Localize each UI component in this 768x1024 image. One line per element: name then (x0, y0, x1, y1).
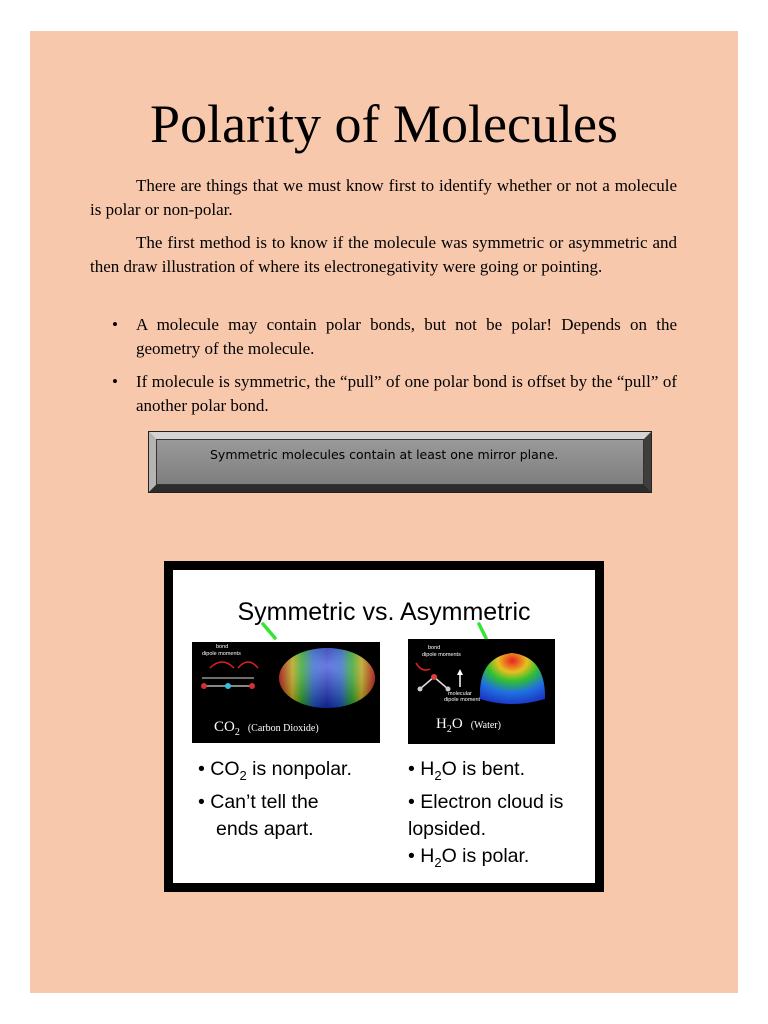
bullet-text: A molecule may contain polar bonds, but not be polar! Depends on the geometry of the molecule. (136, 315, 677, 358)
bullet-dot: • (112, 372, 118, 391)
comparison-figure (164, 561, 604, 892)
intro-paragraph-1: There are things that we must know first to identify whether or not a molecule is polar or non-polar. (90, 176, 677, 219)
moment-label: dipole moment (444, 697, 481, 703)
co2-image-panel (192, 642, 380, 743)
bullet-list (90, 313, 677, 427)
bond-label: bond (428, 645, 441, 651)
co2-points (198, 756, 398, 843)
h2o-image-panel (408, 639, 555, 744)
green-arrow-icon (263, 624, 275, 638)
intro-paragraph-2: The first method is to know if the molecule was symmetric or asymmetric and then draw illustration of where its electronegativity were going or pointing. (90, 233, 677, 276)
bond-label: bond (216, 644, 229, 650)
co2-point-2: • Can’t tell the (198, 790, 319, 813)
h2o-point-1: • $H_2O$ is bent. (408, 758, 526, 783)
callout-box (148, 431, 652, 493)
document-page (30, 31, 738, 993)
pointer-arrows (173, 570, 613, 650)
bullet-item (90, 370, 677, 417)
dipole-label: dipole moments (202, 651, 241, 657)
callout-text: Symmetric molecules contain at least one mirror plane. (210, 447, 559, 462)
figure-title: Symmetric vs. Asymmetric (237, 598, 531, 626)
dipole-label: dipole moments (422, 652, 461, 658)
bullet-dot: • (112, 315, 118, 334)
page-title: Polarity of Molecules (150, 94, 618, 154)
bullet-item (90, 313, 677, 360)
h2o-points (408, 756, 608, 876)
h2o-point-2-cont: lopsided. (408, 817, 487, 840)
co2-point-1: • $CO_2$ is nonpolar. (198, 758, 352, 783)
co2-point-2-cont: ends apart. (216, 817, 314, 840)
figure-inner (173, 570, 595, 883)
bullet-text: If molecule is symmetric, the “pull” of one polar bond is offset by the “pull” of another polar bond. (136, 372, 677, 415)
green-arrow-icon (479, 624, 486, 638)
molecular-label: molecular (448, 691, 472, 697)
bevel-frame (148, 431, 652, 493)
h2o-caption: $H_2O$ (Water) (436, 716, 501, 736)
h2o-electron-cloud (480, 653, 545, 704)
h2o-point-3: • $H_2O$ is polar. (408, 844, 530, 870)
co2-caption: $CO_2$ (Carbon Dioxide) (214, 719, 319, 739)
h2o-point-2: • Electron cloud is (408, 790, 564, 813)
